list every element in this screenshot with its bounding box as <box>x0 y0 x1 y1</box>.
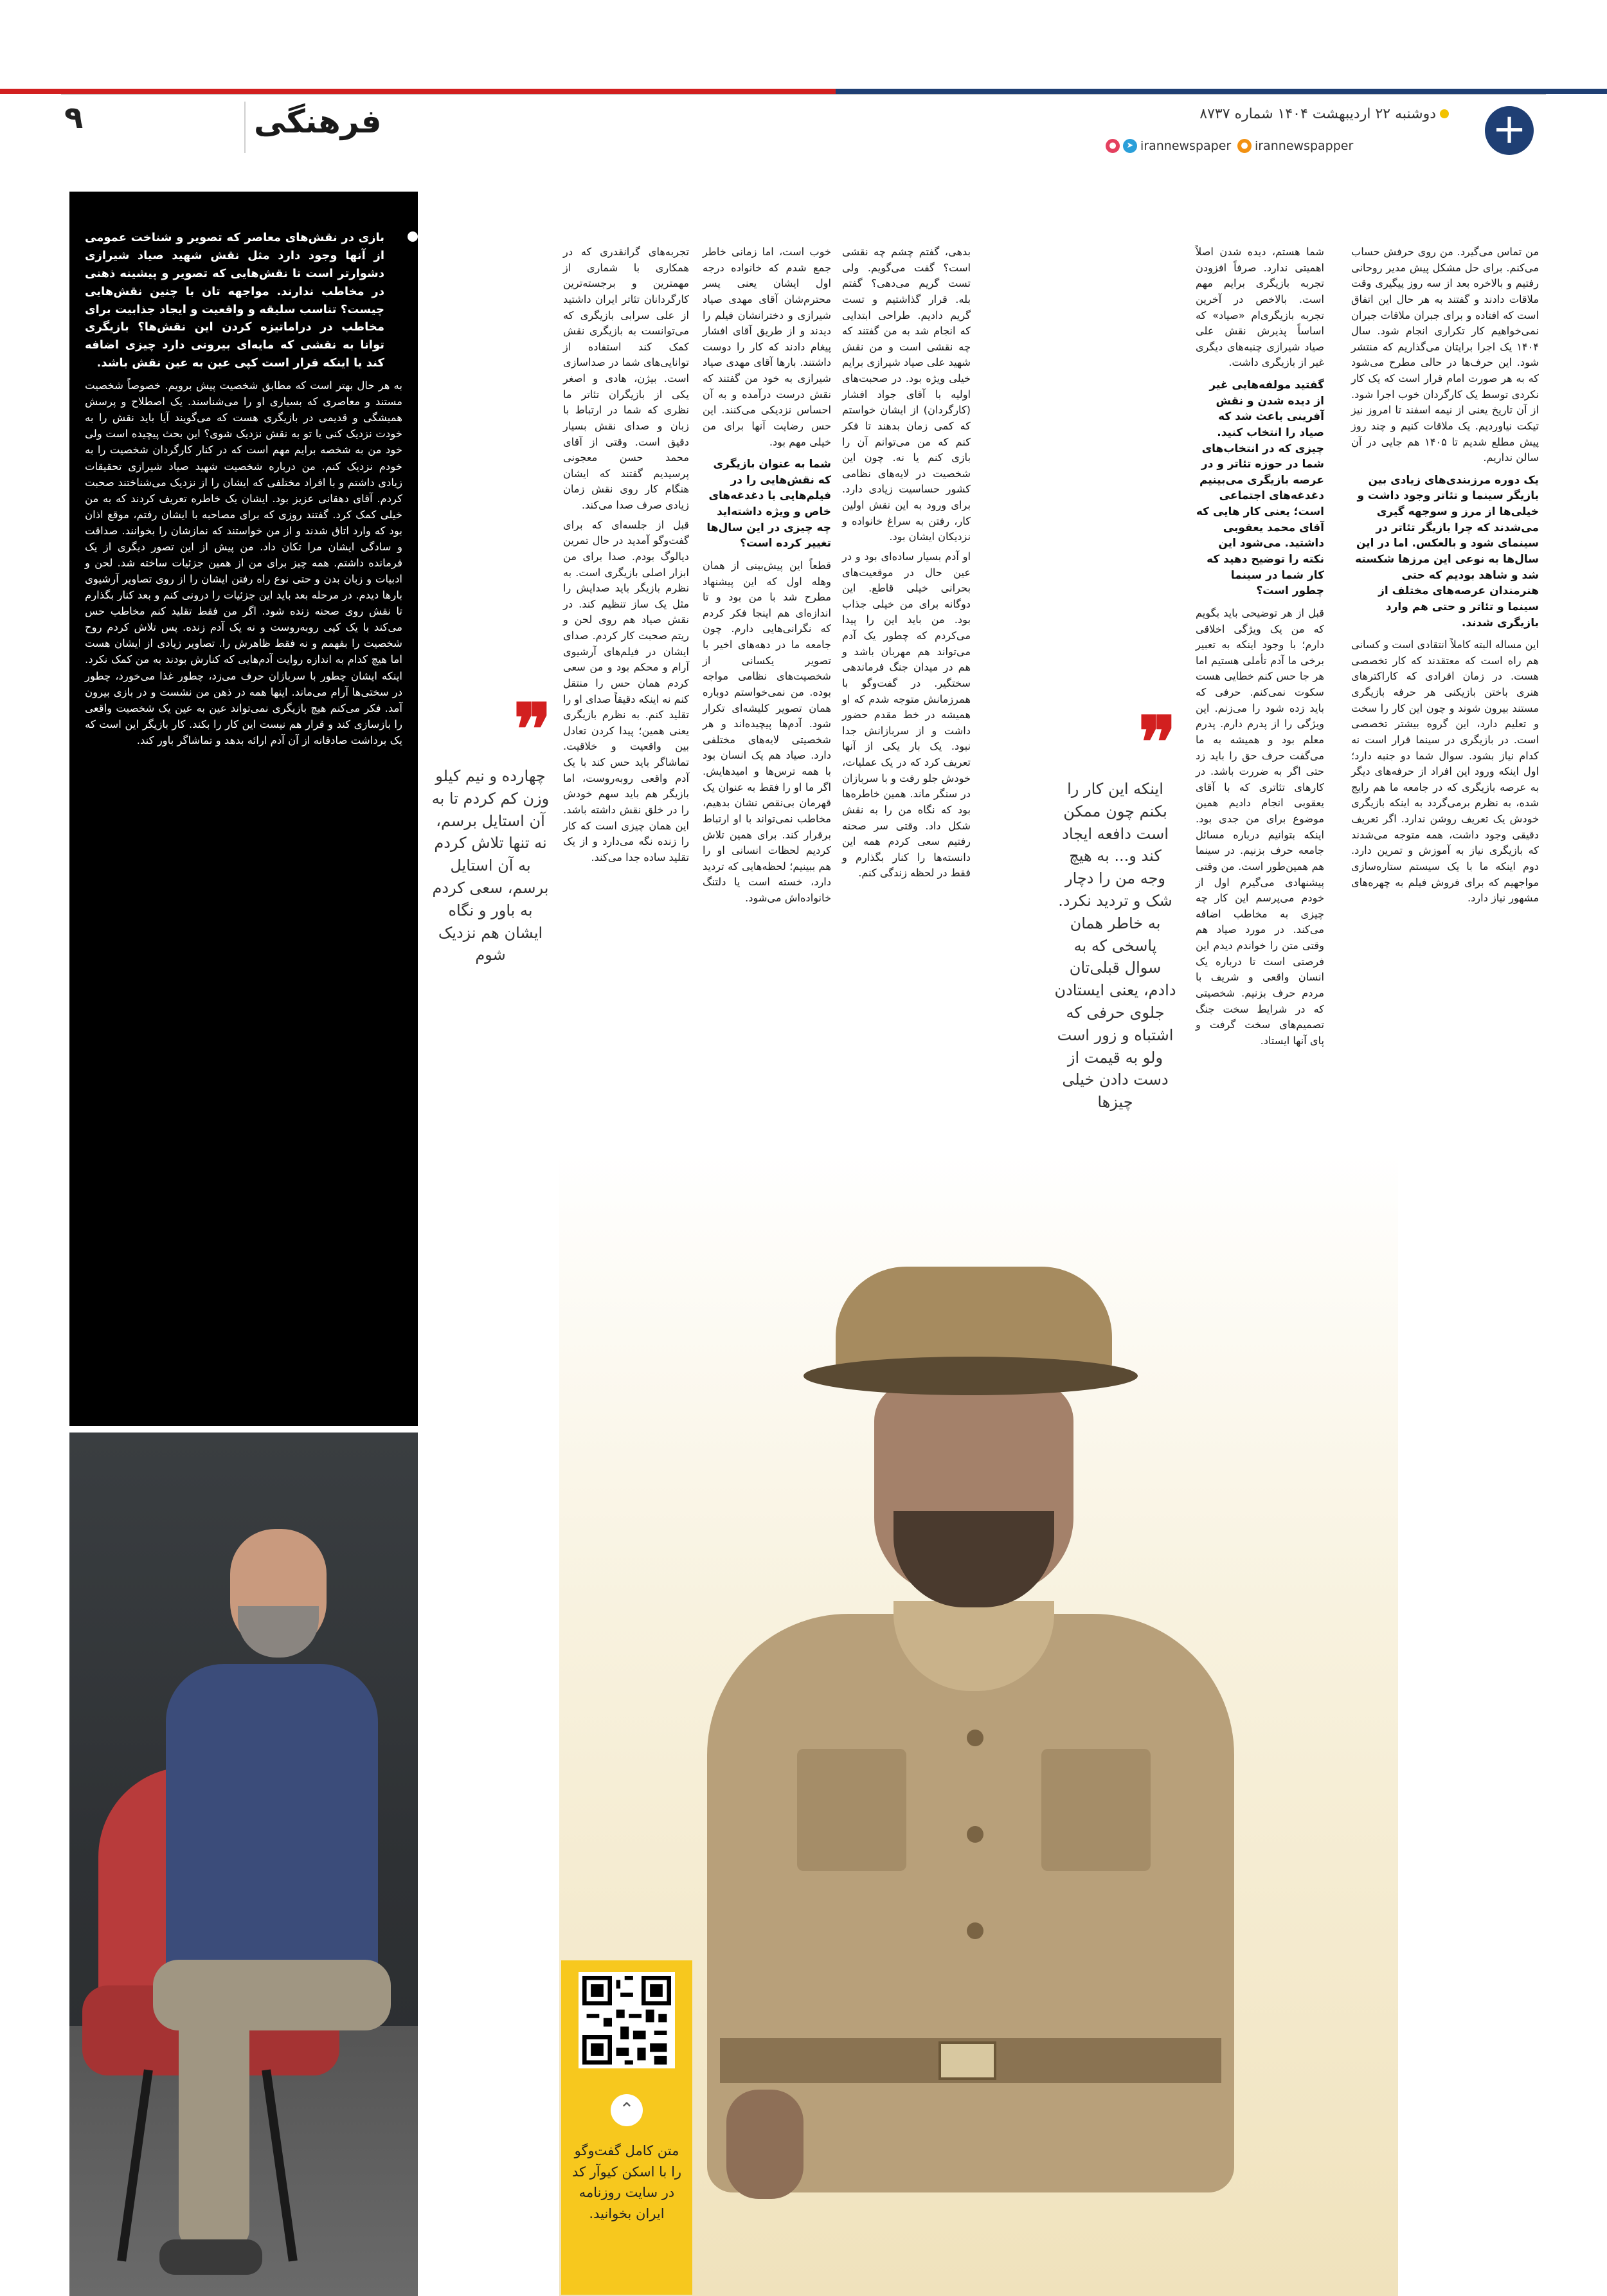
issue-dot-icon <box>1440 109 1449 118</box>
qr-code-icon[interactable] <box>579 1972 675 2068</box>
section-title: فرهنگی <box>254 103 382 140</box>
interview-answer: به هر حال بهتر است که مطابق شخصیت پیش برویم. خصوصاً شخصیت مستند و معاصری که بسیاری او را می‌شناسند. یک اصطلاح و پرسش همیشگی و قدیمی در بازیگری هست که می‌گویند آیا باید نقش را به خودت نزدیک کنی یا تو به نقش نزدیک شوی؟ این بحث پیچیده است ولی خود من به شخصه برایم مهم است که در کنار کارگردان شخصیت را به خودم نزدیک کنم. من درباره شخصیت شهید صیاد شیرازی تحقیقات زیادی داشتم و با افراد مختلفی که ایشان را از نزدیک می‌شناختند صحبت کردم. آقای دهقانی عزیز بود. ایشان یک خاطره تعریف کردند که به من خیلی کمک کرد. گفتند روزی که برای مصاحبه با ایشان رفتم، موقع اذان بود که وارد اتاق شدند و از من خواستند که نمازشان را بخوانند. صداقت و سادگی ایشان مرا تکان داد. من پیش از این تصور دیگری از یک فرمانده داشتم. همه چیز برای من از همین جزئیات ساخته شد. لحن و ادبیات و زبان بدن و حتی نوع راه رفتن ایشان را از روی تصاویر آرشیوی بارها دیدم. در مرحله بعد باید این جزئیات را درونی کنم و بعد کنار بگذارم تا نقش روی صحنه زنده شود. اگر من فقط تقلید کنم مخاطب حس می‌کند با یک کپی روبه‌روست و نه یک آدم زنده. پس تلاش کردم روح شخصیت را بفهمم و نه فقط ظاهرش را. تصاویر زیادی از ایشان هست اما هیچ کدام به اندازه روایت آدم‌هایی که کنارش بودند به من کمک نکرد. اینکه ایشان چطور با سربازان حرف می‌زد، چطور غذا می‌خورد، چطور در سختی‌ها آرام می‌ماند. اینها همه در ذهن من نشست و در بازی بیرون آمد. فکر می‌کنم هیچ بازیگری نمی‌تواند عین به عین یک شخصیت واقعی را بازسازی کند و قرار هم نیست این کار را بکند. کار بازیگر این است که یک برداشت صادقانه از آن آدم ارائه بدهد و تماشاگر باور کند. <box>85 379 402 746</box>
telegram-icon: ➤ <box>1123 139 1137 153</box>
header-divider <box>61 94 1546 95</box>
interview-question: بازی در نقش‌های معاصر که تصویر و شناخت عمومی از آنها وجود دارد مثل نقش شهید صیاد شیرازی دشوارتر است تا نقش‌هایی که تصویر و پیشینه ذهنی در مخاطب ندارند. مواجهه تان با چنین نقش‌هایی چیست؟ تناسب سلیقه و واقعیت و ایجاد جذابیت برای مخاطب در دراماتیزه کردن این نقش‌ها؟ بازیگری توانا به نقشی که مایه‌ای بیرونی دارد چیزی اضافه کند یا اینکه قرار است کپی عین به عین نقش باشد. <box>85 231 384 370</box>
twitter-icon: ● <box>1237 139 1252 153</box>
quote-icon: ❞ <box>1138 701 1176 784</box>
article-column-3: بدهی، گفتم چشم چه نقشی است؟ گفت می‌گویم. ولی تست گریم می‌دهی؟ گفتم بله. قرار گذاشتیم و تست گریم دادیم. طراحی ابتدایی که انجام شد به من گفتند که چه نقشی است و من نقش شهید علی صیاد شیرازی برایم خیلی ویژه بود. در صحبت‌های اولیه با آقای جواد افشار (کارگردان) از ایشان خواستم که کمی زمان بدهند تا فکر کنم که من می‌توانم آن را بازی کنم یا نه. چون این شخصیت در لایه‌های نظامی کشور حساسیت زیادی دارد. برای ورود به این نقش اولین کار، رفتن به سراغ خانواده و نزدیکان ایشان بود. او آدم بسیار ساده‌ای بود و در عین حال در موقعیت‌های بحرانی خیلی قاطع. این دوگانه برای من خیلی جذاب بود. من باید این را پیدا می‌کردم که چطور یک آدم می‌تواند هم مهربان باشد و هم در میدان جنگ فرماندهی سختگیر. در گفت‌وگو با همرزمانش متوجه شدم که او همیشه در خط مقدم حضور داشت و از سربازانش جدا نبود. یک بار یکی از آنها تعریف کرد که در یک عملیات، خودش جلو رفت و با سربازان در سنگر ماند. همین خاطره‌ها بود که نگاه من را به نقش شکل داد. وقتی سر صحنه رفتیم سعی کردم همه این دانسته‌ها را کنار بگذارم و فقط در لحظه زندگی کنم. <box>842 246 971 880</box>
pull-quote-1: ❞ اینکه این کار را بکنم چون ممکن است دافعه ایجاد کند و... به هیچ وجه من را دچار شک و تردید نکرد. به خاطر همان پاسخی که به سوال قبلی‌تان دادم، یعنی ایستادن جلوی حرفی که اشتباه و زور است ولو به قیمت از دست دادن خیلی چیزها <box>1054 701 1176 1112</box>
article-column-4: خوب است، اما زمانی خاطر جمع شدم که خانواده درجه اول ایشان یعنی پسر محترم‌شان آقای مهدی صیاد شیرازی و دخترانشان فیلم را دیدند و از طریق آقای افشار پیغام دادند که کار را دوست داشتند. بارها آقای مهدی صیاد شیرازی به خود من گفتند که نقش درست درآمده و به آن احساس نزدیکی می‌کنند. این حس رضایت آنها برای من خیلی مهم بود. شما به عنوان بازیگری که نقش‌هایی را در فیلم‌هایی با دغدغه‌های خاص و ویژه داشته‌اید چه چیزی در این سال‌ها تغییر کرده است؟ قطعاً این پیش‌بینی از همان وهله اول که این پیشنهاد مطرح شد با من بود و تا اندازه‌ای هم اینجا فکر کردم که نگرانی‌هایی دارم. چون جامعه ما در دهه‌های اخیر با تصویر یکسانی از شخصیت‌های نظامی مواجه بوده. من نمی‌خواستم دوباره همان تصویر کلیشه‌ای تکرار شود. آدم‌ها پیچیده‌اند و هر شخصیتی لایه‌های مختلفی دارد. صیاد هم یک انسان بود با همه ترس‌ها و امیدهایش. اگر ما او را فقط به عنوان یک قهرمان بی‌نقص نشان بدهیم، مخاطب نمی‌تواند با او ارتباط برقرار کند. برای همین تلاش کردیم لحظات انسانی او را هم ببینیم؛ لحظه‌هایی که تردید دارد، خسته است یا دلتنگ خانواده‌اش می‌شود. <box>703 246 831 905</box>
social-handle-2[interactable]: ● ➤ irannewspaper <box>1106 135 1231 157</box>
article-column-5: تجربه‌های گرانقدری که در همکاری با شماری از مهمترین و برجسته‌ترین کارگردانان تئاتر ایران داشتید از علی سرابی بازیگری که می‌توانست به بازیگری نقش کمک کند استفاده از توانایی‌های شما در صداسازی است. بیژن، هادی و اصغر یکی از بازیگران تئاتر ما نظری که شما در ارتباط با زبان و صدای نقش بسیار دقیق است. وقتی از آقای محمد حسن معجونی پرسیدیم گفتند که ایشان هنگام کار روی نقش زمان زیادی صرف صدا می‌کند. قبل از جلسه‌ای که برای گفت‌وگو آمدید در حال تمرین دیالوگ بودم. صدا برای من ابزار اصلی بازیگری است. به نظرم بازیگر باید صدایش را مثل یک ساز تنظیم کند. در نقش صیاد هم روی لحن و ریتم صحبت کار کردم. صدای ایشان در فیلم‌های آرشیوی آرام و محکم بود و من سعی کردم همان حس را منتقل کنم نه اینکه دقیقاً صدای او را تقلید کنم. به نظرم بازیگری یعنی همین؛ پیدا کردن تعادل بین واقعیت و خلاقیت. تماشاگر باید حس کند با یک آدم واقعی روبه‌روست، اما بازیگر هم باید سهم خودش را در خلق نقش داشته باشد. این همان چیزی است که کار را زنده نگه می‌دارد و از یک تقلید ساده جدا می‌کند. <box>563 246 689 863</box>
header-bar-blue <box>836 89 1607 94</box>
article-column-1: من تماس می‌گیرد. من روی حرفش حساب می‌کنم. برای حل مشکل پیش مدیر روحانی رفتیم و بالاخره بعد از سه روز پیگیری وقت ملاقات دادند و گفتند به هر حال این اتفاق است که افتاده و برای جبران ملاقات جبران نمی‌خواهیم کار تکراری انجام شود. سال ۱۴۰۴ یک اجرا برایتان می‌گذاریم که منتشر شود. این حرف‌ها در حالی مطرح می‌شود که به هر صورت امام قرار است که یک کار نکردی توسط یک کارگردان خوب اجرا شود. از آن تاریخ یعنی از نیمه اسفند تا امروز نیز تیکت نیاوردیم. یک ملاقات کنیم و چند روز پیش مطلع شدیم تا ۱۴۰۵ هم جایی در آن سالن نداریم. یک دوره مرزبندی‌های زیادی بین بازیگر سینما و تئاتر وجود داشت و خیلی‌ها از مرز و سوجهه گیری می‌شدند که چرا بازیگر تئاتر در سینما‌ی شود و بالعکس. اما در این سال‌ها به نوعی این مرزها شکسته شد و شاهد بودیم که حتی هنرمندان عرصه‌های مختلف از سینما و تئاتر و حتی هم وارد بازیگری شدند. این مساله البته کاملاً انتقادی است و کسانی هم راه است که معتقدند که کار تخصصی هست. در زمان افرادی که کاراکترهای هنری باختن بازیکنی هر حرفه بازیگری مستند بیرون شوند و چون این کار را سخت و تعلیم دارد، این گروه بیشتر تخصصی است. در بازیگری در سینما قرار است نه کدام نیاز بشود. سوال شما دو جنبه دارد؛ اول اینکه ورود این افراد از حرفه‌های دیگر به عرصه بازیگری که در جامعه ما هم رایج شده، به نظرم برمی‌گردد به اینکه بازیگری خودش یک تعریف روشن ندارد. اگر تعریف دقیقی وجود داشت، همه متوجه می‌شدند که بازیگری نیاز به آموزش و تمرین دارد. دوم اینکه ما با یک سیستم ستاره‌سازی مواجهیم که برای فروش فیلم به چهره‌های مشهور نیاز دارد. <box>1351 246 1539 905</box>
qr-promo-box[interactable] <box>561 1960 692 2295</box>
issue-info-text: دوشنبه ۲۲ اردیبهشت ۱۴۰۴ شماره ۸۷۳۷ <box>1199 106 1436 122</box>
pull-quote-2: ❞ چهارده و نیم کیلو وزن کم کردم تا به آن استایل برسم، نه تنها تلاش کردم به آن استایل برسم، سعی کردم به باور و نگاه ایشان هم نزدیک شوم <box>429 694 552 966</box>
header-bar-red <box>0 89 836 94</box>
instagram-icon: ● <box>1106 139 1120 153</box>
quote-icon: ❞ <box>513 688 552 771</box>
social-handle-1[interactable]: ● irannewspapper <box>1237 135 1353 157</box>
bullet-icon <box>408 231 418 242</box>
portrait-photo <box>69 1433 418 2296</box>
section-separator <box>244 102 246 153</box>
page-number: ۹ <box>64 100 84 136</box>
article-column-2: شما هستم، دیده شدن اصلاً اهمیتی ندارد. صرفاً افزودن تجربه بازیگری برایم مهم است. بالاخص در آخرین تجربه بازیگری‌ام «صیاد» که اساساً پذیرش نقش علی صیاد شیرازی چنبه‌های دیگری غیر از بازیگری داشت. گفتید مولفه‌هایی غیر از دیده شدن و نقش آفرینی باعث شد که صیاد را انتخاب کنید. چیزی که در انتخاب‌های شما در حوزه تئاتر و در عرصه بازیگری می‌بینیم دغدغه‌های اجتماعی است؛ یعنی کار هایی که آقای محمد یعقوبی داشتید. می‌شود این نکته را توضیح دهید که کار شما در سینما چطور است؟ قبل از هر توضیحی باید بگویم که من یک ویژگی اخلاقی دارم؛ با وجود اینکه به تعبیر برخی ما آدم تأملی هستیم اما هر جا حس کنم خطایی هست سکوت نمی‌کنم. حرفی که باید زده شود را می‌زنم. این ویژگی را از پدرم دارم. پدرم معلم بود و همیشه به ما می‌گفت حرف حق را باید زد حتی اگر به ضررت باشد. در کارهای تئاتری که با آقای یعقوبی انجام دادیم همین موضوع برای من جدی بود. اینکه بتوانیم درباره مسائل جامعه حرف بزنیم. در سینما هم همین‌طور است. من وقتی پیشنهادی می‌گیرم اول از خودم می‌پرسم این کار چه چیزی به مخاطب اضافه می‌کند. در مورد صیاد هم وقتی متن را خواندم دیدم این فرصتی است تا درباره یک انسان واقعی و شریف با مردم حرف بزنیم. شخصیتی که در شرایط سخت جنگ تصمیم‌های سخت گرفت و پای آنها ایستاد. <box>1196 246 1324 1047</box>
issue-info <box>1067 106 1453 122</box>
plus-icon[interactable]: + <box>1485 106 1534 155</box>
interview-lead-box <box>69 192 418 1426</box>
chevron-up-icon[interactable]: ⌃ <box>611 2094 643 2126</box>
qr-caption: متن کامل گفت‌وگو را با اسکن کیوآر کد در سایت روزنامه ایران بخوانید. <box>571 2143 682 2221</box>
